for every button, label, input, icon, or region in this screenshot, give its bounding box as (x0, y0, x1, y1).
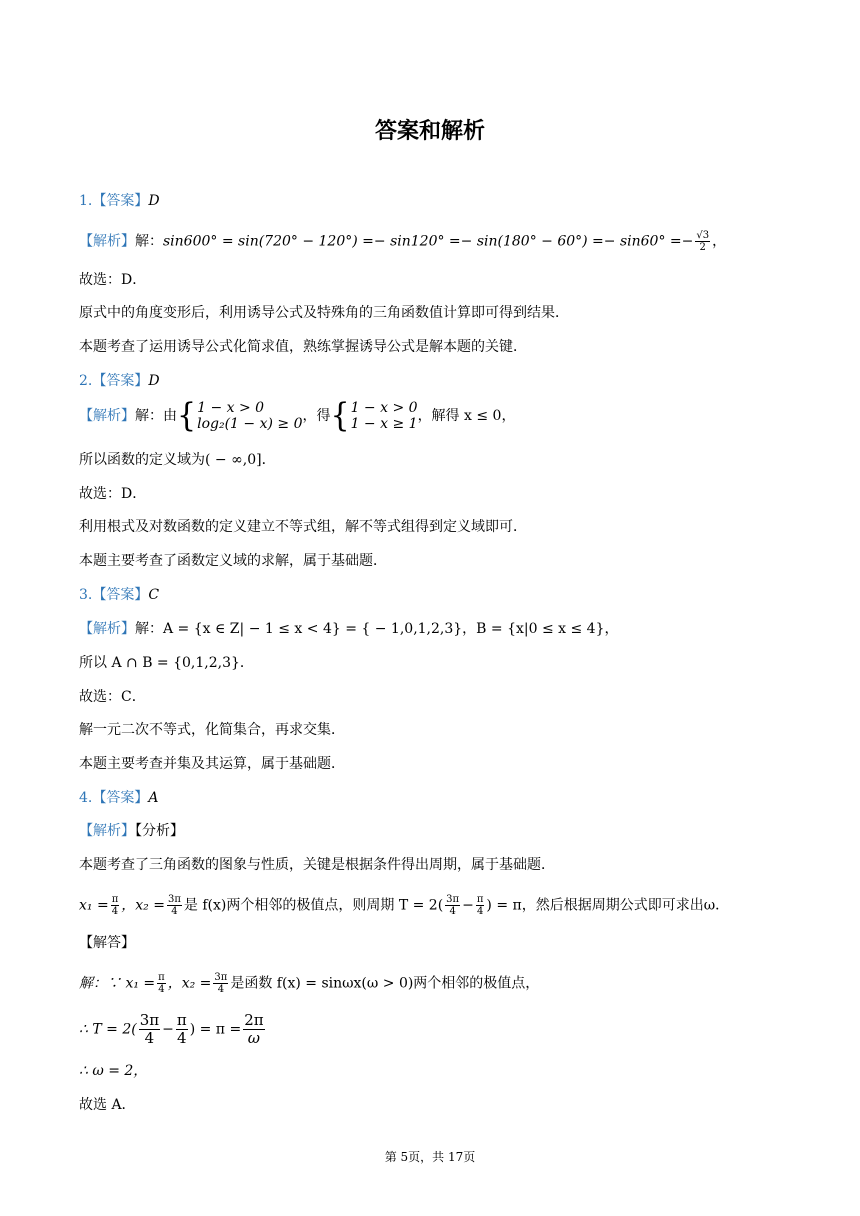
frac-den: 4 (217, 984, 225, 995)
q4-analysis-tag: 【解析】 (79, 823, 135, 839)
q4-l2-frac4 (476, 894, 485, 917)
q2-system-1 (197, 400, 302, 432)
q2-line5: 利用根式及对数函数的定义建立不等式组，解不等式组得到定义域即可． (79, 519, 527, 535)
frac-den: 4 (171, 906, 178, 917)
q2-answer-tag: 【答案】 (92, 373, 149, 389)
q4-line2 (79, 894, 729, 917)
q3-answer-tag: 【答案】 (92, 587, 149, 603)
q1-fraction (695, 230, 710, 253)
q4-answer: A (148, 790, 159, 806)
q1-answer-tag: 【答案】 (92, 193, 149, 209)
frac-num: 2π (244, 1011, 264, 1029)
q4-l2-d: − (462, 897, 474, 914)
q4-number: 4. (79, 790, 93, 806)
q2-choose: 故选：D． (79, 486, 147, 502)
q1-frac-num: √3 (696, 230, 710, 241)
q4-l2-a: x₁ = (79, 897, 109, 914)
q2-sys1-row1: 1 − x > 0 (197, 400, 265, 416)
frac-num: π (158, 972, 165, 983)
frac-den: 4 (144, 1029, 155, 1047)
q1-line4: 本题考查了运用诱导公式化简求值，熟练掌握诱导公式是解本题的关键． (79, 339, 527, 355)
q2-tail: ，解得 x ≤ 0， (417, 408, 516, 424)
q3-analysis-line (79, 620, 619, 638)
q3-line2: 所以 A ∩ B = {0,1,2,3}． (79, 655, 254, 671)
q2-system-2 (351, 400, 418, 432)
q4-line1: 本题考查了三角函数的图象与性质，关键是根据条件得出周期，属于基础题． (79, 857, 555, 873)
q4-l5-frac3 (243, 1012, 264, 1047)
q4-l2-e: ) = π，然后根据周期公式即可求出ω． (486, 897, 730, 914)
frac-den: 4 (449, 906, 456, 917)
q4-analysis-line (79, 822, 184, 840)
q4-l4-b: ，x₂ = (167, 975, 212, 992)
q4-l4-frac2 (213, 972, 228, 995)
q4-l4-frac1 (157, 972, 166, 995)
q2-answer-line (79, 372, 160, 390)
q2-lead: 解：由 (135, 408, 177, 424)
q3-answer-line (79, 586, 159, 604)
q1-expression: sin600° = sin(720° − 120°) =− sin120° =− sin(180° − 60°) =− sin60° =− (163, 233, 694, 250)
frac-num: 3π (167, 894, 181, 905)
q3-body: 解：A = {x ∈ Z| − 1 ≤ x < 4} = { − 1,0,1,2,3}，B = {x|0 ≤ x ≤ 4}， (135, 621, 619, 637)
q4-l2-c: 是 f(x)两个相邻的极值点，则周期 T = 2( (183, 897, 444, 914)
q2-analysis-tag: 【解析】 (79, 408, 135, 424)
frac-num: π (176, 1011, 187, 1029)
q3-analysis-tag: 【解析】 (79, 621, 135, 637)
q1-answer: D (148, 193, 160, 209)
frac-den: 4 (158, 984, 165, 995)
q1-analysis-line (79, 230, 726, 253)
q3-number: 3. (79, 587, 93, 603)
q4-analysis-sub: 【分析】 (135, 823, 184, 839)
q2-analysis-line (79, 396, 516, 435)
page-title: 答案和解析 (374, 119, 485, 144)
q4-line5 (79, 1012, 267, 1047)
q2-answer: D (148, 373, 160, 389)
q3-choose: 故选：C． (79, 689, 146, 705)
q4-answer-tag: 【答案】 (92, 790, 149, 806)
left-brace-1: { (177, 396, 197, 435)
frac-den: 4 (476, 906, 484, 917)
page-footer: 第 5页，共 17页 (384, 1150, 476, 1164)
q4-choose: 故选 A． (79, 1097, 136, 1113)
q4-l2-frac2 (167, 894, 182, 917)
q1-lead: 解： (135, 233, 163, 250)
q4-line6: ∴ ω = 2， (79, 1063, 148, 1079)
q2-domain: 所以函数的定义域为( − ∞,0]． (79, 452, 276, 468)
left-brace-2: { (330, 396, 350, 435)
q4-l2-b: ，x₂ = (121, 897, 165, 914)
q3-answer: C (148, 587, 160, 603)
q1-analysis-tag: 【解析】 (79, 233, 135, 250)
q3-line4: 解一元二次不等式，化简集合，再求交集． (79, 722, 345, 738)
frac-num: 3π (214, 972, 228, 983)
q2-sys1-row2: log₂(1 − x) ≥ 0 (197, 416, 303, 432)
q2-sys2-row2: 1 − x ≥ 1 (350, 416, 418, 432)
q4-l4-a: 解：∵ x₁ = (79, 975, 156, 992)
frac-den: 4 (177, 1029, 187, 1047)
frac-num: π (111, 894, 119, 905)
q4-l5-c: ) = π = (189, 1021, 242, 1038)
q1-choose: 故选：D． (79, 272, 147, 288)
frac-num: 3π (446, 894, 460, 905)
q1-answer-line (79, 192, 160, 210)
frac-den: ω (247, 1029, 260, 1047)
q4-line4 (79, 972, 539, 995)
q1-number: 1. (79, 193, 93, 209)
q2-number: 2. (79, 373, 93, 389)
q4-l5-frac2 (176, 1012, 188, 1047)
q1-line3: 原式中的角度变形后，利用诱导公式及特殊角的三角函数值计算即可得到结果． (79, 305, 569, 321)
frac-num: 3π (139, 1011, 160, 1029)
q2-line6: 本题主要考查了函数定义域的求解，属于基础题． (79, 553, 387, 569)
q4-l5-frac1 (139, 1012, 160, 1047)
q4-l2-frac1 (111, 894, 120, 917)
frac-den: 4 (111, 906, 119, 917)
q2-mid: ，得 (302, 408, 331, 424)
q4-answer-head: 【解答】 (79, 935, 135, 951)
q3-line5: 本题主要考查并集及其运算，属于基础题． (79, 756, 345, 772)
frac-num: π (476, 894, 484, 905)
q1-frac-den: 2 (699, 242, 706, 253)
q4-answer-line (79, 789, 158, 807)
q4-l2-frac3 (445, 894, 460, 917)
q4-l5-b: − (162, 1021, 174, 1038)
q1-tail: ， (712, 233, 727, 250)
q2-sys2-row1: 1 − x > 0 (350, 400, 418, 416)
q4-l4-c: 是函数 f(x) = sinωx(ω > 0)两个相邻的极值点， (230, 975, 540, 992)
q4-l5-a: ∴ T = 2( (79, 1021, 137, 1038)
